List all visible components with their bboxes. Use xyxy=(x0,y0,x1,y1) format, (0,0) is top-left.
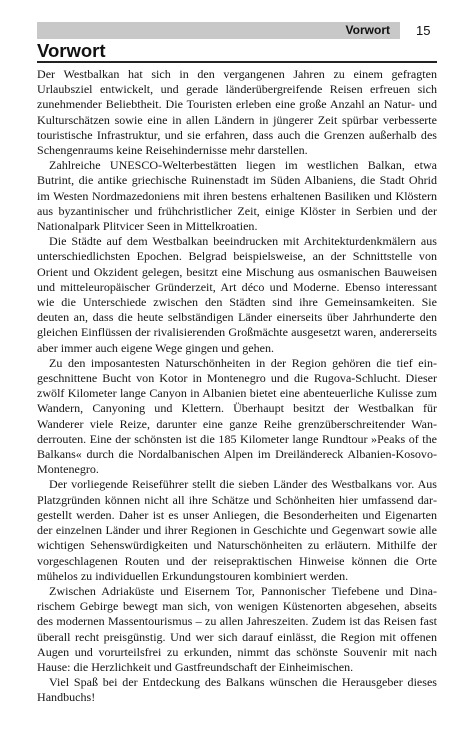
running-header-section: Vorwort xyxy=(345,23,390,37)
paragraph: Zahlreiche UNESCO-Welterbestätten liegen im westlichen Balkan, etwa Butrint, die antike griechische Ruinenstadt im Süden Albaniens, die Stadt Ohrid im Westen Nordmazedoniens mit ihren bestens erhaltenen Basiliken und Klöstern aus byzantinischer und frühchristlicher Zeit, einige Klöster in Serbien und der Nationalpark Plitvicer Seen in Mittelkroatien. xyxy=(37,158,437,234)
paragraph: Viel Spaß bei der Entdeckung des Balkans wünschen die Herausgeber dieses Handbuchs! xyxy=(37,675,437,705)
paragraph: Der Westbalkan hat sich in den vergangenen Jahren zu einem gefragten Urlaubsziel entwickelt, und gerade länderübergreifende Reisen erfreuen sich zunehmender Beliebtheit. Die Touristen erleben eine große Anzahl an Natur- und Kulturschätzen sowie eine in allen Ländern in jüngerer Zeit spürbar verbesserte touristische Infrastruktur, und sie erfahren, dass auch die Grenzen außerhalb des Schengenraums keine Reisehindernisse mehr darstellen. xyxy=(37,67,437,158)
paragraph: Der vorliegende Reiseführer stellt die sieben Länder des Westbalkans vor. Aus Platzgründen können nicht all ihre Schätze und Schönheiten hier umfassend dargestellt werden. Daher ist es unser Anliegen, die Besonderheiten und Eigenarten der einzelnen Länder und ihrer Regionen in Geschichte und Gegenwart sowie alle wichtigen Sehenswürdigkeiten und Naturschönheiten zu erläutern. Mithilfe der vorgeschlagenen Routen und der reisepraktischen Hinweise können die Orte mühelos zu individuellen Erkundungstouren kombiniert werden. xyxy=(37,477,437,583)
paragraph: Zwischen Adriaküste und Eisernem Tor, Pannonischer Tiefebene und Dinarischem Gebirge bewegt man sich, von wenigen Küstenorten abgesehen, abseits des modernen Massentourismus – zu allen Jahreszeiten. Zudem ist das Reisen fast überall recht preisgünstig. Und wer sich darauf einlässt, die Region mit offenen Augen und vorurteilsfrei zu erkunden, nimmt das schönste Souvenir mit nach Hause: die Herzlichkeit und Gastfreundschaft der Einheimischen. xyxy=(37,583,437,674)
page-number: 15 xyxy=(416,23,431,38)
paragraph: Zu den imposantesten Naturschönheiten in der Region gehören die tief eingeschnittene Bucht von Kotor in Montenegro und die Rugova-Schlucht. Dieser zwölf Kilometer lange Canyon in Albanien bietet eine abenteuerliche Kulisse zum Wandern, Canyoning und Klettern. Überhaupt besitzt der Westbalkan für Wanderer viele Reize, darunter eine ganze Reihe grenzüberschreitender Wanderrouten. Eine der schönsten ist die 185 Kilometer lange Rundtour »Peaks of the Balkans« durch die Nordalbanischen Alpen im Dreiländereck Albanien-Kosovo-Montenegro. xyxy=(37,355,437,477)
running-header xyxy=(37,22,400,39)
chapter-title: Vorwort xyxy=(37,40,106,61)
body-text xyxy=(37,67,437,706)
title-rule xyxy=(37,61,437,63)
paragraph: Die Städte auf dem Westbalkan beeindrucken mit Architekturdenkmälern aus unterschiedlichsten Epochen. Belgrad beispielsweise, an der Schnittstelle von Orient und Okzident gelegen, besitzt eine Mischung aus osmanischen Bauweisen und mitteleuropäischer Gründerzeit, Art déco und Moderne. Ebenso interessant wie die Unterschiede zwischen den Städten sind ihre Gemeinsamkeiten. Sie deuten an, dass die heute selbständigen Länder einerseits über Jahrhunderte den gleichen Einflüssen der rivalisierenden Großmächte ausgesetzt waren, andererseits aber immer auch eigene Wege gingen und gehen. xyxy=(37,234,437,355)
